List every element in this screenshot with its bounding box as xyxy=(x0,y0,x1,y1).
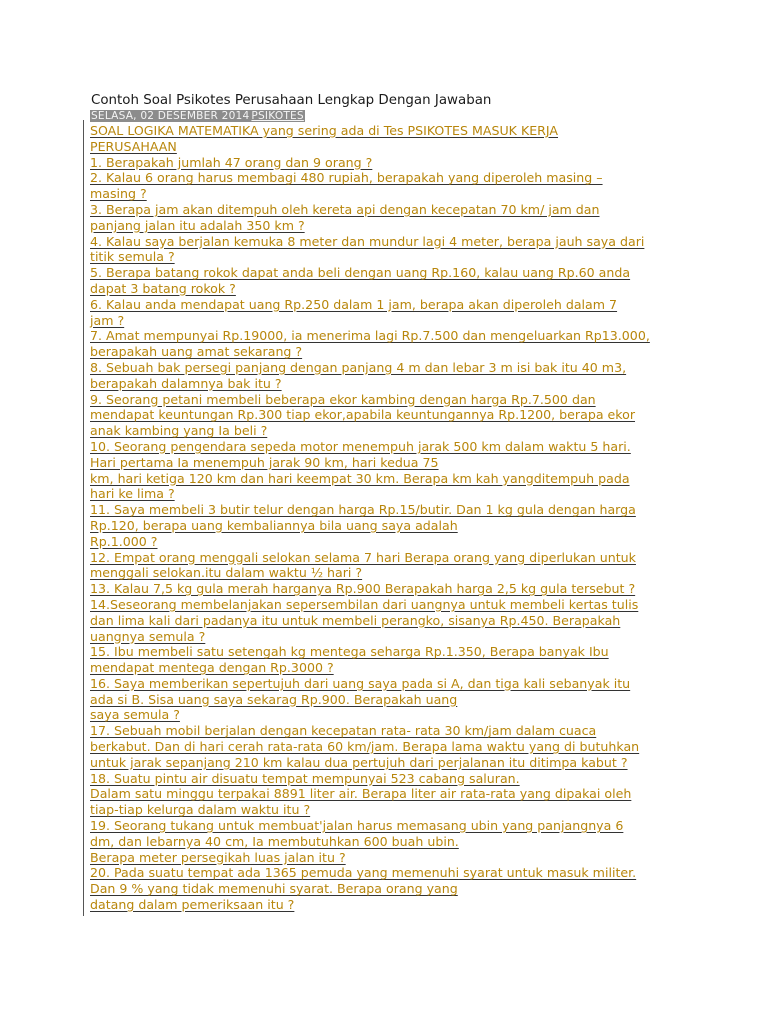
body-line[interactable]: 20. Pada suatu tempat ada 1365 pemuda yang memenuhi syarat untuk masuk militer. xyxy=(90,865,637,881)
body-line[interactable]: 9. Seorang petani membeli beberapa ekor kambing dengan harga Rp.7.500 dan xyxy=(90,391,596,407)
body-line[interactable]: dan lima kali dari padanya itu untuk membeli perangko, sisanya Rp.450. Berapakah xyxy=(90,612,621,628)
body-line[interactable]: 6. Kalau anda mendapat uang Rp.250 dalam 1 jam, berapa akan diperoleh dalam 7 xyxy=(90,296,618,312)
post-date: SELASA, 02 DESEMBER 2014 xyxy=(91,110,250,122)
body-line[interactable]: Dan 9 % yang tidak memenuhi syarat. Berapa orang yang xyxy=(90,881,458,897)
body-line[interactable]: km, hari ketiga 120 km dan hari keempat 30 km. Berapa km kah yangditempuh pada xyxy=(90,470,630,486)
body-line[interactable]: masing ? xyxy=(90,186,147,202)
body-line[interactable]: berapakah dalamnya bak itu ? xyxy=(90,375,282,391)
body-line[interactable]: uangnya semula ? xyxy=(90,628,206,644)
body-line[interactable]: mendapat keuntungan Rp.300 tiap ekor,apabila keuntungannya Rp.1200, berapa ekor xyxy=(90,407,636,423)
body-line[interactable]: berkabut. Dan di hari cerah rata-rata 60 km/jam. Berapa lama waktu yang di butuhkan xyxy=(90,739,640,755)
body-line[interactable]: Rp.1.000 ? xyxy=(90,533,158,549)
body-line[interactable]: 15. Ibu membeli satu setengah kg mentega seharga Rp.1.350, Berapa banyak Ibu xyxy=(90,644,609,660)
body-line[interactable]: ada si B. Sisa uang saya sekarag Rp.900. Berapakah uang xyxy=(90,691,458,707)
post-label-link[interactable]: PSIKOTES xyxy=(251,110,304,122)
body-line[interactable]: Dalam satu minggu terpakai 8891 liter air. Berapa liter air rata-rata yang dipakai oleh xyxy=(90,786,632,802)
body-line[interactable]: berapakah uang amat sekarang ? xyxy=(90,344,303,360)
body-line[interactable]: 10. Seorang pengendara sepeda motor menempuh jarak 500 km dalam waktu 5 hari. xyxy=(90,438,631,454)
body-line[interactable]: 17. Sebuah mobil berjalan dengan kecepatan rata- rata 30 km/jam dalam cuaca xyxy=(90,723,597,739)
body-line[interactable]: panjang jalan itu adalah 350 km ? xyxy=(90,217,305,233)
body-line[interactable]: Hari pertama Ia menempuh jarak 90 km, hari kedua 75 xyxy=(90,454,439,470)
body-line[interactable]: saya semula ? xyxy=(90,707,180,723)
body-line[interactable]: Rp.120, berapa uang kembaliannya bila uang saya adalah xyxy=(90,517,458,533)
body-line[interactable]: 3. Berapa jam akan ditempuh oleh kereta api dengan kecepatan 70 km/ jam dan xyxy=(90,201,600,217)
body-line[interactable]: dm, dan lebarnya 40 cm, Ia membutuhkan 600 buah ubin. xyxy=(90,833,459,849)
body-line[interactable]: PERUSAHAAN xyxy=(90,138,177,154)
body-line[interactable]: 8. Sebuah bak persegi panjang dengan panjang 4 m dan lebar 3 m isi bak itu 40 m3, xyxy=(90,359,627,375)
body-line[interactable]: 12. Empat orang menggali selokan selama 7 hari Berapa orang yang diperlukan untuk xyxy=(90,549,636,565)
body-line[interactable]: 7. Amat mempunyai Rp.19000, ia menerima lagi Rp.7.500 dan mengeluarkan Rp13.000, xyxy=(90,328,650,344)
body-line[interactable]: 14.Seseorang membelanjakan sepersembilan dari uangnya untuk membeli kertas tulis xyxy=(90,596,639,612)
body-line[interactable]: 11. Saya membeli 3 butir telur dengan harga Rp.15/butir. Dan 1 kg gula dengan harga xyxy=(90,502,636,518)
body-line[interactable]: hari ke lima ? xyxy=(90,486,175,502)
body-line[interactable]: 19. Seorang tukang untuk membuat'jalan harus memasang ubin yang panjangnya 6 xyxy=(90,818,624,834)
body-line[interactable]: anak kambing yang Ia beli ? xyxy=(90,423,268,439)
body-line[interactable]: 4. Kalau saya berjalan kemuka 8 meter dan mundur lagi 4 meter, berapa jauh saya dari xyxy=(90,233,645,249)
body-line[interactable]: 1. Berapakah jumlah 47 orang dan 9 orang ? xyxy=(90,154,373,170)
body-line[interactable]: 5. Berapa batang rokok dapat anda beli dengan uang Rp.160, kalau uang Rp.60 anda xyxy=(90,265,631,281)
body-line[interactable]: Berapa meter persegikah luas jalan itu ? xyxy=(90,849,346,865)
body-line[interactable]: dapat 3 batang rokok ? xyxy=(90,280,236,296)
left-border-rule xyxy=(83,120,84,916)
body-line[interactable]: untuk jarak sepanjang 210 km kalau dua pertujuh dari perjalanan itu ditimpa kabut ? xyxy=(90,754,628,770)
body-line[interactable]: SOAL LOGIKA MATEMATIKA yang sering ada di Tes PSIKOTES MASUK KERJA xyxy=(90,123,559,138)
body-line[interactable]: titik semula ? xyxy=(90,249,175,265)
post-body xyxy=(90,123,690,913)
post-meta xyxy=(90,110,305,123)
body-line[interactable]: datang dalam pemeriksaan itu ? xyxy=(90,897,295,913)
body-line[interactable]: 18. Suatu pintu air disuatu tempat mempunyai 523 cabang saluran. xyxy=(90,770,520,786)
body-line[interactable]: 16. Saya memberikan sepertujuh dari uang saya pada si A, dan tiga kali sebanyak itu xyxy=(90,675,631,691)
body-line[interactable]: jam ? xyxy=(90,312,125,328)
body-line[interactable]: mendapat mentega dengan Rp.3000 ? xyxy=(90,660,334,676)
body-line[interactable]: menggali selokan.itu dalam waktu ½ hari ? xyxy=(90,565,363,581)
post-title: Contoh Soal Psikotes Perusahaan Lengkap Dengan Jawaban xyxy=(91,93,492,108)
body-line[interactable]: 13. Kalau 7,5 kg gula merah harganya Rp.900 Berapakah harga 2,5 kg gula tersebut ? xyxy=(90,581,636,597)
body-line[interactable]: 2. Kalau 6 orang harus membagi 480 rupiah, berapakah yang diperoleh masing – xyxy=(90,170,603,186)
body-line[interactable]: tiap-tiap kelurga dalam waktu itu ? xyxy=(90,802,311,818)
